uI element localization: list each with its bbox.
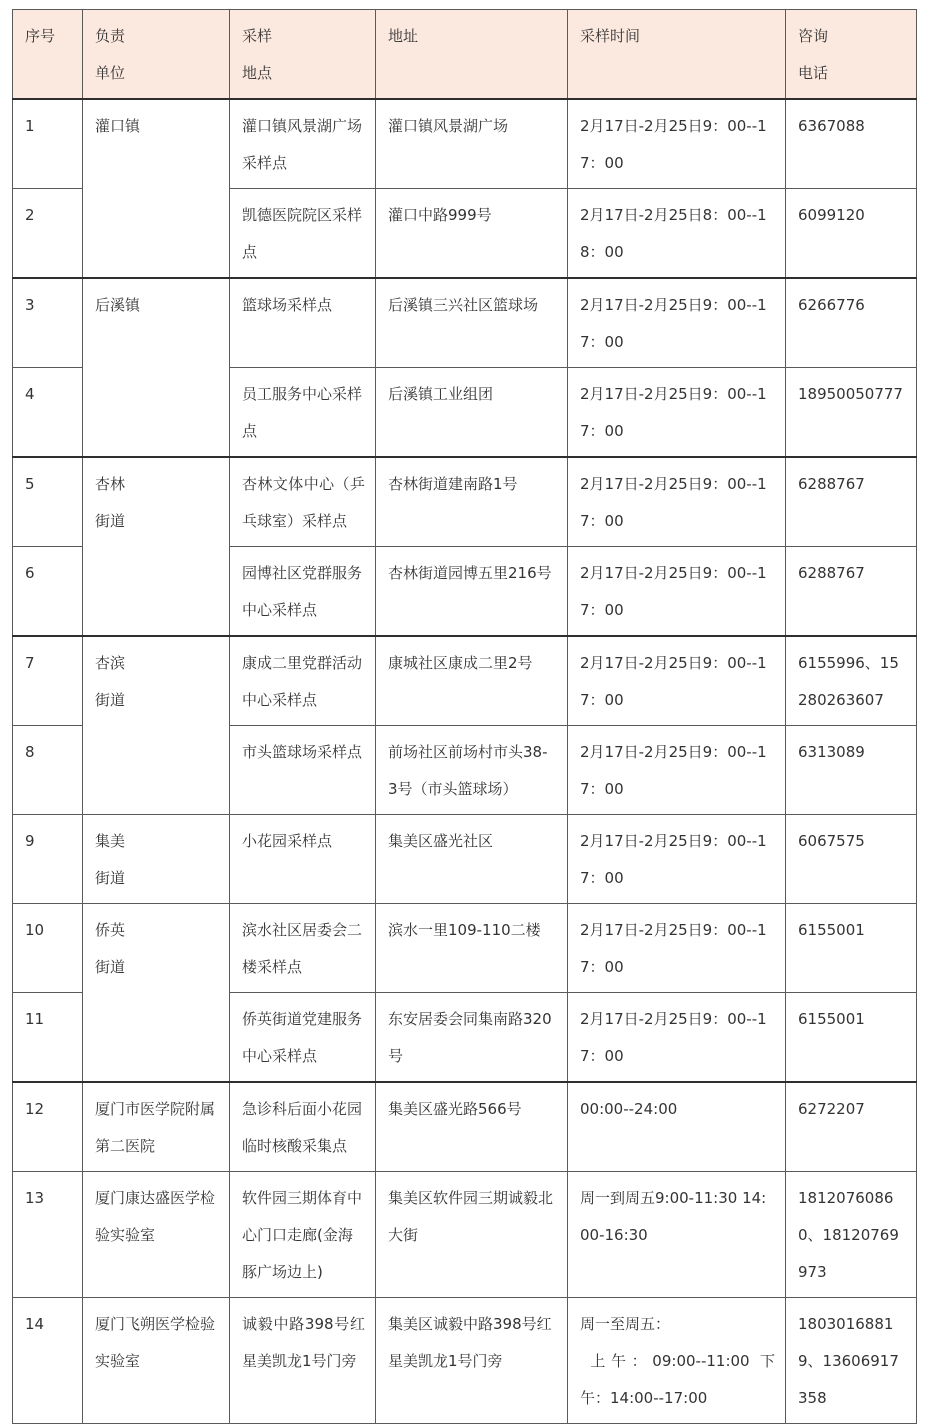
row-seq: 9 — [13, 815, 83, 904]
row-time: 周一至周五： 上午：09:00--11:00 下午：14:00--17:00 — [568, 1298, 786, 1424]
table-header-row — [13, 10, 917, 100]
row-phone: 6367088 — [786, 99, 917, 189]
row-addr: 集美区软件园三期诚毅北大街 — [376, 1172, 568, 1298]
row-time: 2月17日-2月25日9：00--17：00 — [568, 368, 786, 458]
row-time: 2月17日-2月25日9：00--17：00 — [568, 547, 786, 637]
row-site: 小花园采样点 — [230, 815, 376, 904]
row-addr: 后溪镇三兴社区篮球场 — [376, 278, 568, 368]
row-site: 凯德医院院区采样点 — [230, 189, 376, 279]
row-time: 2月17日-2月25日9：00--17：00 — [568, 726, 786, 815]
row-phone: 6155996、15280263607 — [786, 636, 917, 726]
header-site: 采样 地点 — [230, 10, 376, 100]
row-addr: 东安居委会同集南路320号 — [376, 993, 568, 1083]
row-phone: 6155001 — [786, 993, 917, 1083]
row-seq: 7 — [13, 636, 83, 726]
row-time: 2月17日-2月25日9：00--17：00 — [568, 993, 786, 1083]
row-site: 软件园三期体育中心门口走廊(金海豚广场边上) — [230, 1172, 376, 1298]
row-seq: 8 — [13, 726, 83, 815]
row-phone: 6313089 — [786, 726, 917, 815]
row-time: 周一到周五9:00-11:30 14:00-16:30 — [568, 1172, 786, 1298]
row-time: 2月17日-2月25日9：00--17：00 — [568, 457, 786, 547]
row-addr: 灌口中路999号 — [376, 189, 568, 279]
row-site: 侨英街道党建服务中心采样点 — [230, 993, 376, 1083]
row-addr: 集美区盛光路566号 — [376, 1082, 568, 1172]
row-seq: 5 — [13, 457, 83, 547]
table-row — [13, 1082, 917, 1172]
row-phone: 6288767 — [786, 457, 917, 547]
row-seq: 6 — [13, 547, 83, 637]
row-seq: 12 — [13, 1082, 83, 1172]
row-seq: 1 — [13, 99, 83, 189]
row-site: 市头篮球场采样点 — [230, 726, 376, 815]
row-site: 滨水社区居委会二楼采样点 — [230, 904, 376, 993]
row-site: 急诊科后面小花园临时核酸采集点 — [230, 1082, 376, 1172]
row-time: 2月17日-2月25日9：00--17：00 — [568, 278, 786, 368]
header-phone: 咨询 电话 — [786, 10, 917, 100]
row-time: 2月17日-2月25日9：00--17：00 — [568, 636, 786, 726]
table-row — [13, 1298, 917, 1424]
row-seq: 10 — [13, 904, 83, 993]
row-phone: 18950050777 — [786, 368, 917, 458]
row-time: 2月17日-2月25日9：00--17：00 — [568, 904, 786, 993]
header-unit: 负责 单位 — [83, 10, 230, 100]
row-addr: 滨水一里109-110二楼 — [376, 904, 568, 993]
header-seq: 序号 — [13, 10, 83, 100]
row-phone: 6067575 — [786, 815, 917, 904]
row-site: 灌口镇风景湖广场采样点 — [230, 99, 376, 189]
row-time: 2月17日-2月25日9：00--17：00 — [568, 99, 786, 189]
table-row — [13, 904, 917, 993]
row-addr: 前场社区前场村市头38-3号（市头篮球场） — [376, 726, 568, 815]
row-phone: 6155001 — [786, 904, 917, 993]
row-addr: 杏林街道建南路1号 — [376, 457, 568, 547]
row-unit: 杏林 街道 — [83, 457, 230, 636]
row-addr: 灌口镇风景湖广场 — [376, 99, 568, 189]
row-unit: 灌口镇 — [83, 99, 230, 278]
table-row — [13, 815, 917, 904]
row-seq: 3 — [13, 278, 83, 368]
row-phone: 6288767 — [786, 547, 917, 637]
row-unit: 厦门市医学院附属第二医院 — [83, 1082, 230, 1172]
row-seq: 11 — [13, 993, 83, 1083]
row-site: 诚毅中路398号红星美凯龙1号门旁 — [230, 1298, 376, 1424]
row-seq: 2 — [13, 189, 83, 279]
row-time: 00:00--24:00 — [568, 1082, 786, 1172]
row-addr: 杏林街道园博五里216号 — [376, 547, 568, 637]
row-unit: 后溪镇 — [83, 278, 230, 457]
table-row — [13, 457, 917, 547]
row-site: 杏林文体中心（乒乓球室）采样点 — [230, 457, 376, 547]
row-unit: 集美 街道 — [83, 815, 230, 904]
row-phone: 6266776 — [786, 278, 917, 368]
header-time: 采样时间 — [568, 10, 786, 100]
table-row — [13, 278, 917, 368]
sampling-sites-table — [12, 9, 917, 1424]
row-phone: 18030168819、13606917358 — [786, 1298, 917, 1424]
row-site: 篮球场采样点 — [230, 278, 376, 368]
row-phone: 18120760860、18120769973 — [786, 1172, 917, 1298]
row-site: 康成二里党群活动中心采样点 — [230, 636, 376, 726]
row-seq: 4 — [13, 368, 83, 458]
row-addr: 集美区盛光社区 — [376, 815, 568, 904]
row-addr: 康城社区康成二里2号 — [376, 636, 568, 726]
row-time: 2月17日-2月25日8：00--18：00 — [568, 189, 786, 279]
row-seq: 13 — [13, 1172, 83, 1298]
row-addr: 后溪镇工业组团 — [376, 368, 568, 458]
header-addr: 地址 — [376, 10, 568, 100]
row-time: 2月17日-2月25日9：00--17：00 — [568, 815, 786, 904]
row-unit: 侨英 街道 — [83, 904, 230, 1083]
row-unit: 厦门康达盛医学检验实验室 — [83, 1172, 230, 1298]
row-unit: 厦门飞朔医学检验实验室 — [83, 1298, 230, 1424]
row-site: 园博社区党群服务中心采样点 — [230, 547, 376, 637]
row-site: 员工服务中心采样点 — [230, 368, 376, 458]
row-seq: 14 — [13, 1298, 83, 1424]
row-addr: 集美区诚毅中路398号红星美凯龙1号门旁 — [376, 1298, 568, 1424]
row-unit: 杏滨 街道 — [83, 636, 230, 815]
table-row — [13, 636, 917, 726]
row-phone: 6272207 — [786, 1082, 917, 1172]
row-phone: 6099120 — [786, 189, 917, 279]
table-row — [13, 99, 917, 189]
table-row — [13, 1172, 917, 1298]
